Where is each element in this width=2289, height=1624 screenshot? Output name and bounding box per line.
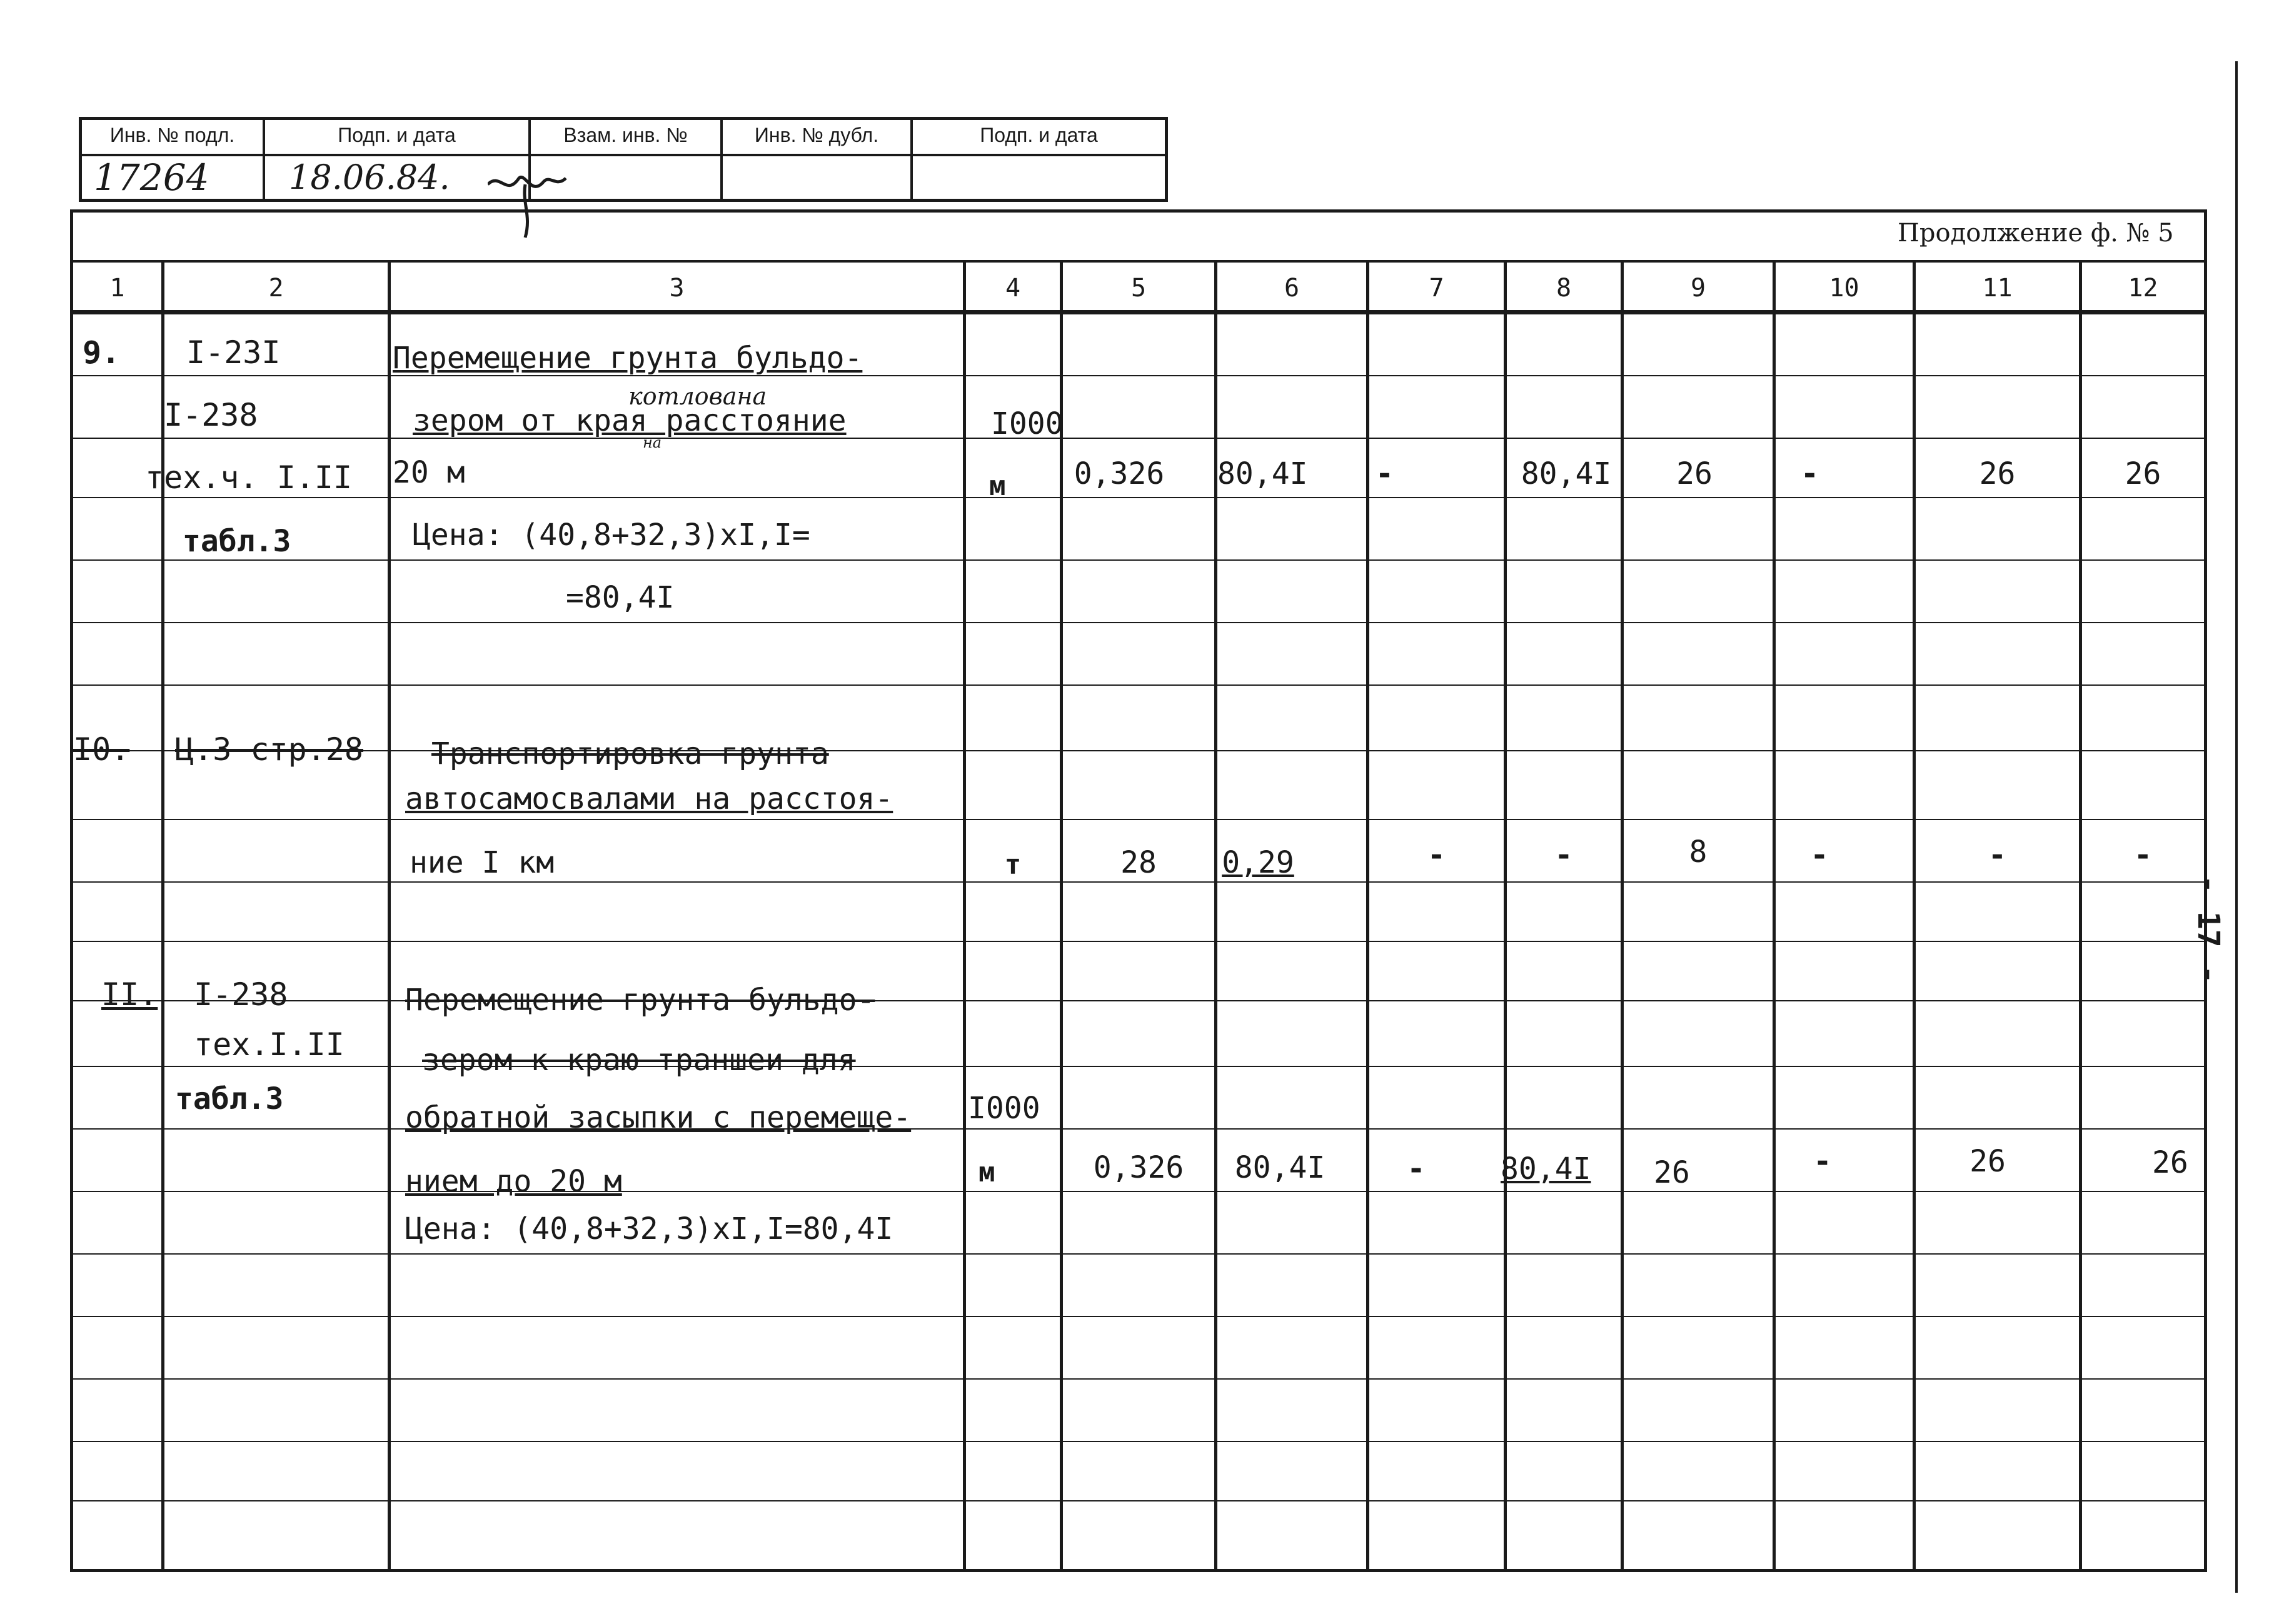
item-ref: I-238 bbox=[194, 976, 288, 1013]
value-col-7: - bbox=[1376, 456, 1394, 491]
item-unit: м bbox=[978, 1156, 995, 1188]
column-number: 6 bbox=[1284, 274, 1300, 303]
column-number: 8 bbox=[1556, 274, 1572, 303]
item-description: обратной засыпки с перемеще- bbox=[405, 1100, 912, 1135]
item-description: зером к краю траншеи для bbox=[422, 1043, 856, 1078]
value-col-8: 80,4I bbox=[1521, 456, 1612, 491]
column-number: 2 bbox=[268, 274, 284, 303]
value-col-5: 0,326 bbox=[1074, 456, 1165, 491]
column-number: 11 bbox=[1982, 274, 2013, 303]
handwritten-insertion: на bbox=[643, 434, 662, 451]
column-number: 9 bbox=[1690, 274, 1706, 303]
handwritten-insertion: котлована bbox=[628, 383, 767, 410]
value-col-6: 80,4I bbox=[1234, 1150, 1326, 1185]
stamp-header-podp-data-2: Подп. и дата bbox=[980, 124, 1098, 146]
item-unit: т bbox=[1004, 849, 1022, 881]
item-description: ние I км bbox=[410, 845, 555, 880]
item-description: зером от края расстояние bbox=[413, 403, 847, 438]
column-number: 4 bbox=[1005, 274, 1021, 303]
value-col-11: 26 bbox=[1970, 1144, 2006, 1179]
right-binding-line bbox=[2235, 61, 2238, 1593]
value-col-10: - bbox=[1813, 1144, 1832, 1179]
value-col-12: 26 bbox=[2152, 1145, 2188, 1180]
value-col-11: 26 bbox=[1979, 456, 2016, 491]
item-price: Цена: (40,8+32,3)xI,I= bbox=[413, 518, 810, 553]
stamp-header-podp-data: Подп. и дата bbox=[338, 124, 456, 146]
value-col-10: - bbox=[1801, 456, 1819, 491]
item-unit: м bbox=[989, 470, 1006, 502]
value-col-6: 80,4I bbox=[1217, 456, 1308, 491]
item-ref: табл.3 bbox=[175, 1081, 284, 1116]
stamp-inventory-number: 17264 bbox=[94, 156, 209, 199]
item-number: II. bbox=[101, 976, 158, 1013]
continuation-note: Продолжение ф. № 5 bbox=[1898, 219, 2174, 248]
value-col-9: 26 bbox=[1654, 1155, 1690, 1190]
item-number: I0. bbox=[73, 731, 130, 768]
value-col-7: - bbox=[1407, 1151, 1426, 1186]
value-col-9: 26 bbox=[1676, 456, 1713, 491]
stamp-header-inv-podl: Инв. № подл. bbox=[109, 124, 235, 146]
value-col-7: - bbox=[1427, 838, 1446, 873]
item-ref: тех.I.II bbox=[194, 1026, 345, 1063]
item-price: =80,4I bbox=[566, 580, 675, 615]
page-number: - 17 - bbox=[2191, 875, 2226, 984]
item-description: 20 м bbox=[393, 455, 465, 490]
item-price: Цена: (40,8+32,3)xI,I=80,4I bbox=[405, 1211, 893, 1246]
column-number: 12 bbox=[2128, 274, 2158, 303]
value-col-6: 0,29 bbox=[1222, 845, 1294, 880]
value-col-10: - bbox=[1810, 838, 1829, 873]
value-col-12: - bbox=[2134, 838, 2152, 873]
stamp-header-inv-dubl: Инв. № дубл. bbox=[754, 124, 879, 146]
value-col-5: 0,326 bbox=[1093, 1150, 1184, 1185]
item-description: автосамосвалами на расстоя- bbox=[405, 781, 893, 816]
item-description: Транспортировка грунта bbox=[431, 736, 829, 771]
item-ref: тех.ч. I.II bbox=[145, 459, 353, 496]
column-number: 7 bbox=[1429, 274, 1444, 303]
item-ref: I-23I bbox=[186, 334, 281, 371]
item-description: Перемещение грунта бульдо- bbox=[393, 341, 863, 376]
item-description: Перемещение грунта бульдо- bbox=[405, 983, 875, 1018]
item-ref: табл.3 bbox=[183, 524, 291, 559]
column-number: 5 bbox=[1130, 274, 1147, 303]
value-col-8: 80,4I bbox=[1501, 1151, 1591, 1186]
stamp-header-vzam-inv: Взам. инв. № bbox=[563, 124, 688, 146]
value-col-12: 26 bbox=[2125, 456, 2161, 491]
value-col-11: - bbox=[1988, 838, 2006, 873]
item-ref: Ц.3 стр.28 bbox=[175, 731, 364, 768]
item-ref: I-238 bbox=[164, 397, 258, 433]
stamp-date: 18.06.84. bbox=[289, 158, 450, 197]
column-number: 10 bbox=[1829, 274, 1859, 303]
item-number: 9. bbox=[83, 334, 121, 371]
signature bbox=[488, 159, 581, 241]
value-col-5: 28 bbox=[1120, 845, 1157, 880]
value-col-8: - bbox=[1554, 838, 1573, 873]
column-number: 3 bbox=[669, 274, 685, 303]
item-unit: I000 bbox=[968, 1091, 1040, 1126]
column-number: 1 bbox=[109, 274, 125, 303]
item-unit: I000 bbox=[991, 406, 1064, 441]
value-col-9: 8 bbox=[1689, 835, 1708, 870]
item-description: нием до 20 м bbox=[405, 1164, 622, 1199]
